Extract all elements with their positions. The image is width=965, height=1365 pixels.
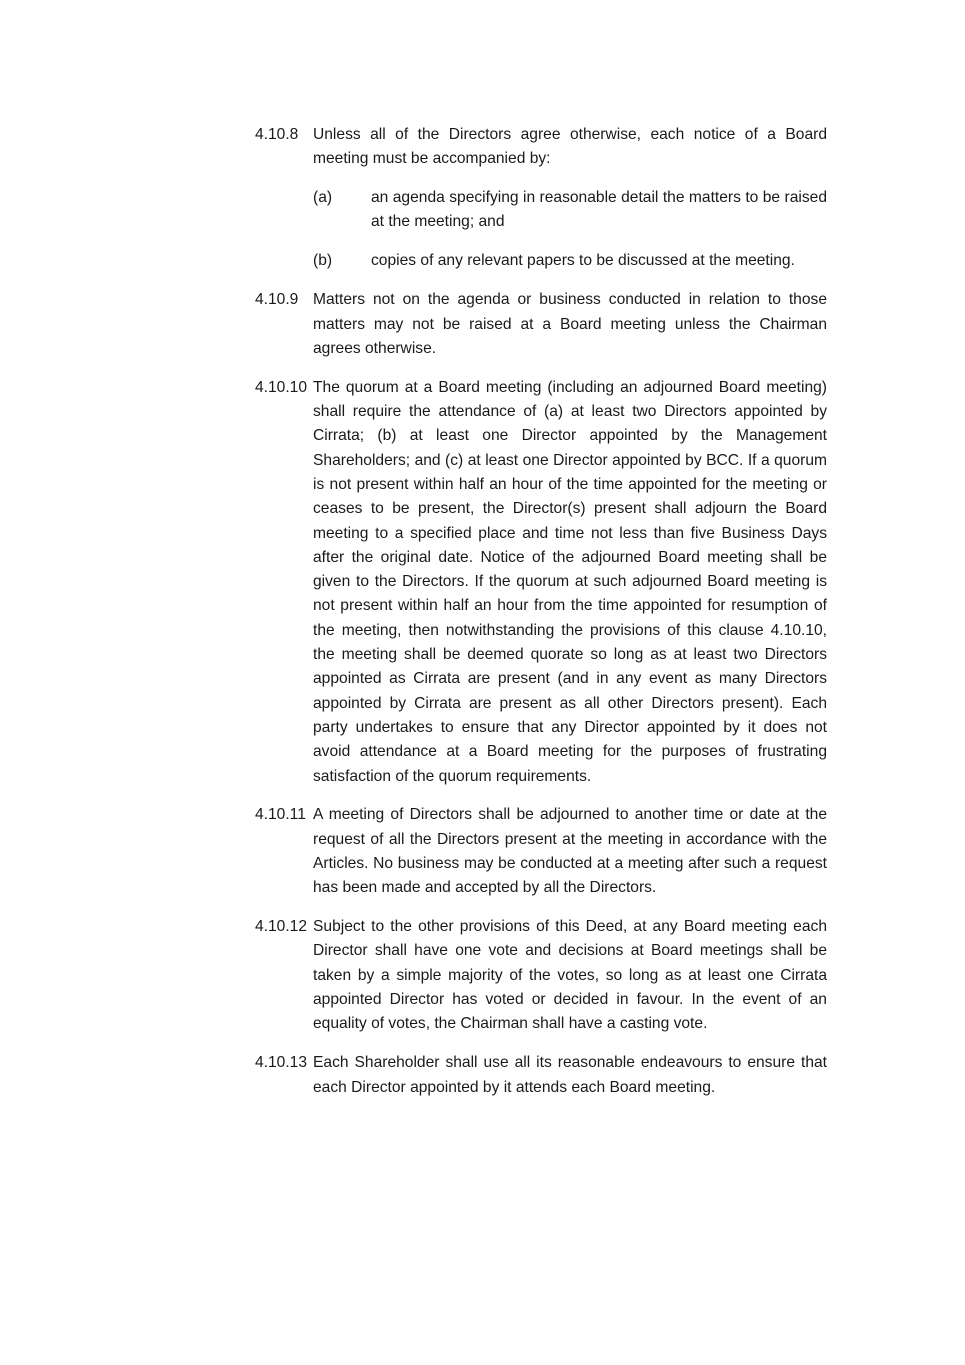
clause-4-10-10 [255,376,827,789]
subclause-b [313,249,827,273]
clause-text: Subject to the other provisions of this Deed, at any Board meeting each Director shall have one vote and decisions at Board meetings shall be taken by a simple majority of the votes, so long as at least one Cirrata appointed Director has voted or decided in favour. In the event of an equality of votes, the Chairman shall have a casting vote. [313,918,827,1033]
clause-text: Unless all of the Directors agree otherwise, each notice of a Board meeting must be accompanied by: [313,126,827,168]
clause-text: The quorum at a Board meeting (including an adjourned Board meeting) shall require the attendance of (a) at least two Directors appointed by Cirrata; (b) at least one Director appointed by the Management Shareholders; and (c) at least one Director appointed by BCC. If a quorum is not present within half an hour of the time appointed for the meeting or ceases to be present, the Director(s) present shall adjourn the Board meeting to a specified place and time not less than five Business Days after the original date. Notice of the adjourned Board meeting shall be given to the Directors. If the quorum at such adjourned Board meeting is not present within half an hour from the time appointed for resumption of the meeting, then notwithstanding the provisions of this clause 4.10.10, the meeting shall be deemed quorate so long as at least two Directors appointed as Cirrata are present (and in any event as many Directors appointed by Cirrata are present as all other Directors present). Each party undertakes to ensure that any Director appointed by it does not avoid attendance at a Board meeting for the purposes of frustrating satisfaction of the quorum requirements. [313,378,827,785]
subclause-label: (a) [313,189,333,207]
clause-4-10-9 [255,288,827,361]
clause-4-10-13 [255,1051,827,1100]
clause-number: 4.10.12 [255,918,308,936]
clause-text: Each Shareholder shall use all its reasonable endeavours to ensure that each Director appointed by it attends each Board meeting. [313,1054,827,1096]
clause-number: 4.10.9 [255,291,299,309]
subclause-text: copies of any relevant papers to be discussed at the meeting. [371,252,795,270]
subclause-text: an agenda specifying in reasonable detail the matters to be raised at the meeting; and [371,189,827,231]
clause-number: 4.10.11 [255,806,306,824]
clause-number: 4.10.8 [255,126,299,143]
clause-text: Matters not on the agenda or business conducted in relation to those matters may not be raised at a Board meeting unless the Chairman agrees otherwise. [313,291,827,357]
clause-number: 4.10.10 [255,378,308,396]
subclause-a [313,186,827,235]
subclause-label: (b) [313,252,333,270]
clause-4-10-12 [255,915,827,1036]
clause-4-10-11 [255,803,827,900]
document-page [255,123,827,1114]
clause-text: A meeting of Directors shall be adjourned to another time or date at the request of all the Directors present at the meeting in accordance with the Articles. No business may be conducted at a meeting after such a request has been made and accepted by all the Directors. [313,806,827,897]
clause-4-10-8 [255,123,827,274]
clause-number: 4.10.13 [255,1054,308,1072]
